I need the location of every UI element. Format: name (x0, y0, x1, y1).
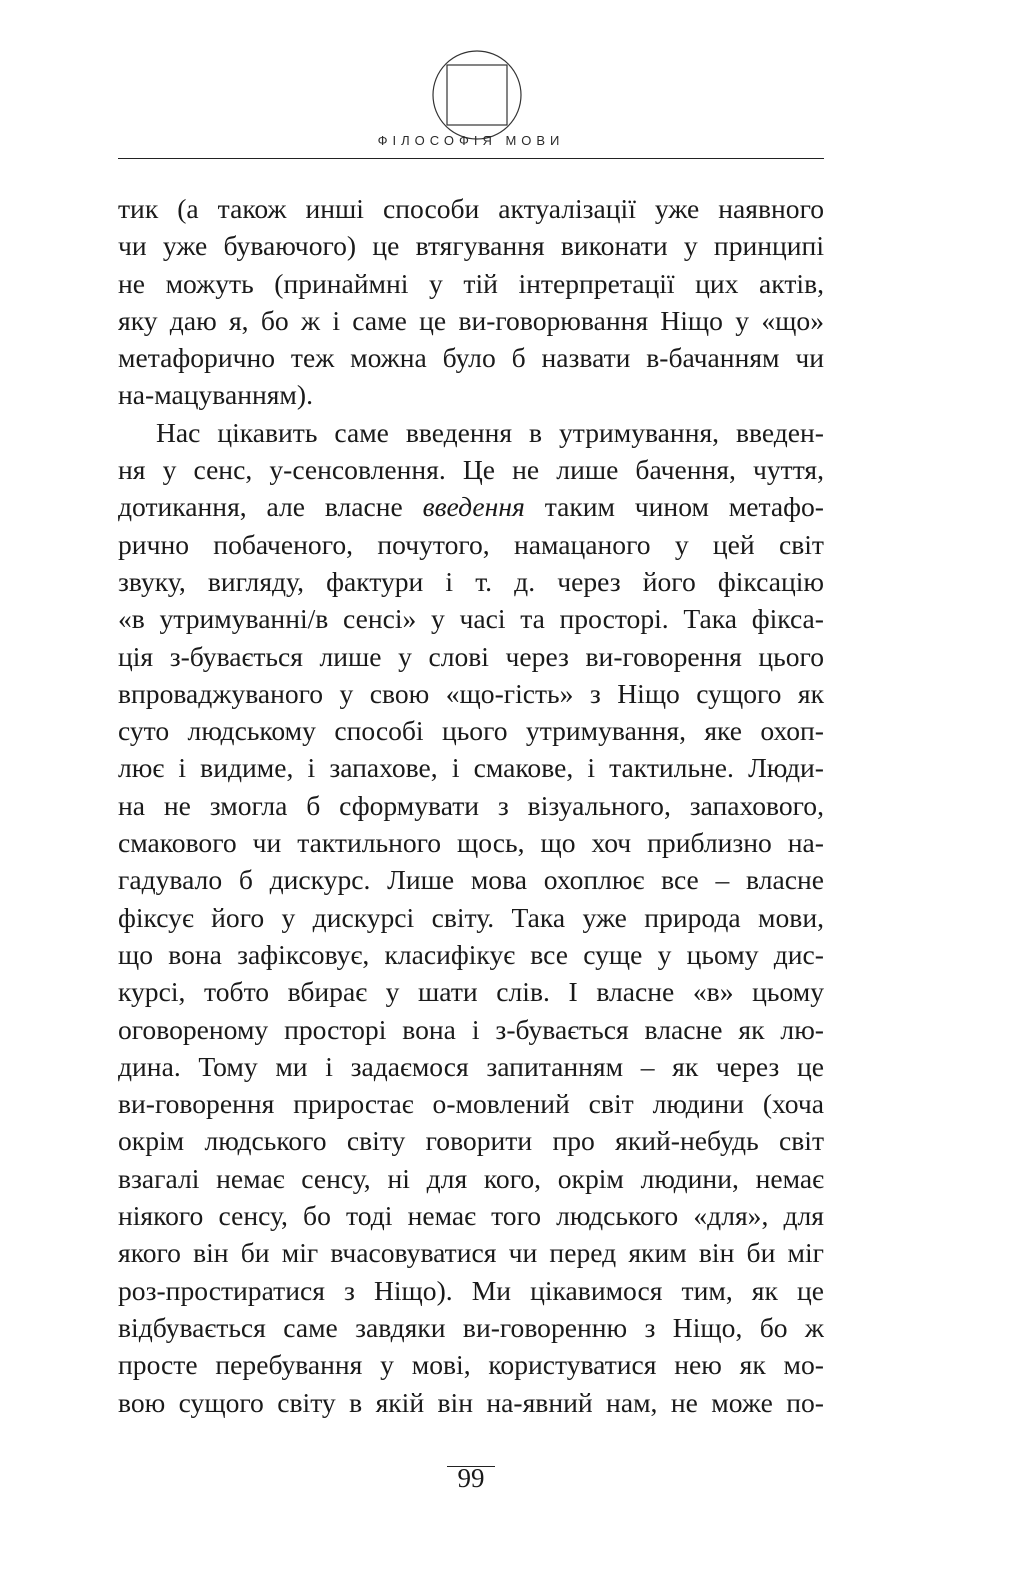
text-line: метафорично теж можна було б назвати в-бачанням чи (118, 342, 824, 374)
text-line: ви-говорення приростає о-мовлений світ людини (хоча (118, 1088, 824, 1120)
text-line: не можуть (принаймні у тій інтерпретації цих актів, (118, 267, 824, 299)
text-segment: дотикання, але власне (118, 491, 403, 523)
text-line: відбувається саме завдяки ви-говоренню з Ніщо, бо ж (118, 1311, 824, 1343)
text-line: фіксує його у дискурсі світу. Така уже природа мови, (118, 901, 824, 933)
text-line: якого він би міг вчасовуватися чи перед яким він би міг (118, 1237, 824, 1269)
page-number: 99 (457, 1463, 485, 1493)
text-line: роз-простиратися з Ніщо). Ми цікавимося тим, як це (118, 1274, 824, 1306)
text-line: рично побаченого, почутого, намацаного у цей світ (118, 528, 824, 560)
text-line: Нас цікавить саме введення в утримування, введен- (156, 416, 824, 448)
emphasized-word: введення (422, 491, 525, 523)
text-line: ніякого сенсу, бо тоді немає того людського «для», для (118, 1200, 824, 1232)
text-line: гадувало б дискурс. Лише мова охоплює все – власне (118, 864, 824, 896)
body-text (118, 190, 824, 1421)
text-line: яку даю я, бо ж і саме це ви-говорювання Ніщо у «що» (118, 304, 824, 336)
text-line: смакового чи тактильного щось, що хоч приблизно на- (118, 827, 824, 859)
text-line: суто людському способі цього утримування, яке охоп- (118, 715, 824, 747)
text-line: оговореному просторі вона і з-бувається власне як лю- (118, 1013, 824, 1045)
text-segment: таким чином метафо- (544, 491, 824, 523)
text-line: вою сущого світу в якій він на-явний нам, не може по- (118, 1386, 824, 1418)
circle-square-emblem-icon (430, 48, 524, 142)
text-line: звуку, вигляду, фактури і т. д. через його фіксацію (118, 565, 824, 597)
text-line: окрім людського світу говорити про який-небудь світ (118, 1125, 824, 1157)
text-line: впроваджуваного у свою «що-гість» з Ніщо сущого як (118, 677, 824, 709)
text-line: тик (а також инші способи актуалізації уже наявного (118, 193, 824, 224)
text-line: взагалі немає сенсу, ні для кого, окрім людини, немає (118, 1162, 824, 1194)
text-line: «в утримуванні/в сенсі» у часі та просторі. Така фікса- (118, 603, 824, 635)
text-line: ція з-бувається лише у слові через ви-говорення цього (118, 640, 824, 672)
text-line: дина. Тому ми і задаємося запитанням – як через це (118, 1050, 824, 1082)
text-line: ня у сенс, у-сенсовлення. Це не лише бачення, чуття, (118, 454, 824, 486)
text-line: на-мацуванням). (118, 379, 313, 411)
text-line: на не змогла б сформувати з візуального, запахового, (118, 789, 824, 821)
running-title: ФІЛОСОФІЯ МОВИ (377, 133, 565, 148)
text-line: чи уже буваючого) це втягування виконати у принципі (118, 230, 824, 262)
text-line-with-emphasis (118, 488, 824, 525)
text-line: просте перебування у мові, користуватися нею як мо- (118, 1349, 824, 1381)
text-line: курсі, тобто вбирає у шати слів. І власне «в» цьому (118, 976, 824, 1008)
text-line: що вона зафіксовує, класифікує все суще у цьому дис- (118, 938, 824, 970)
header-divider (118, 158, 824, 159)
text-line: лює і видиме, і запахове, і смакове, і тактильне. Люди- (118, 752, 824, 784)
